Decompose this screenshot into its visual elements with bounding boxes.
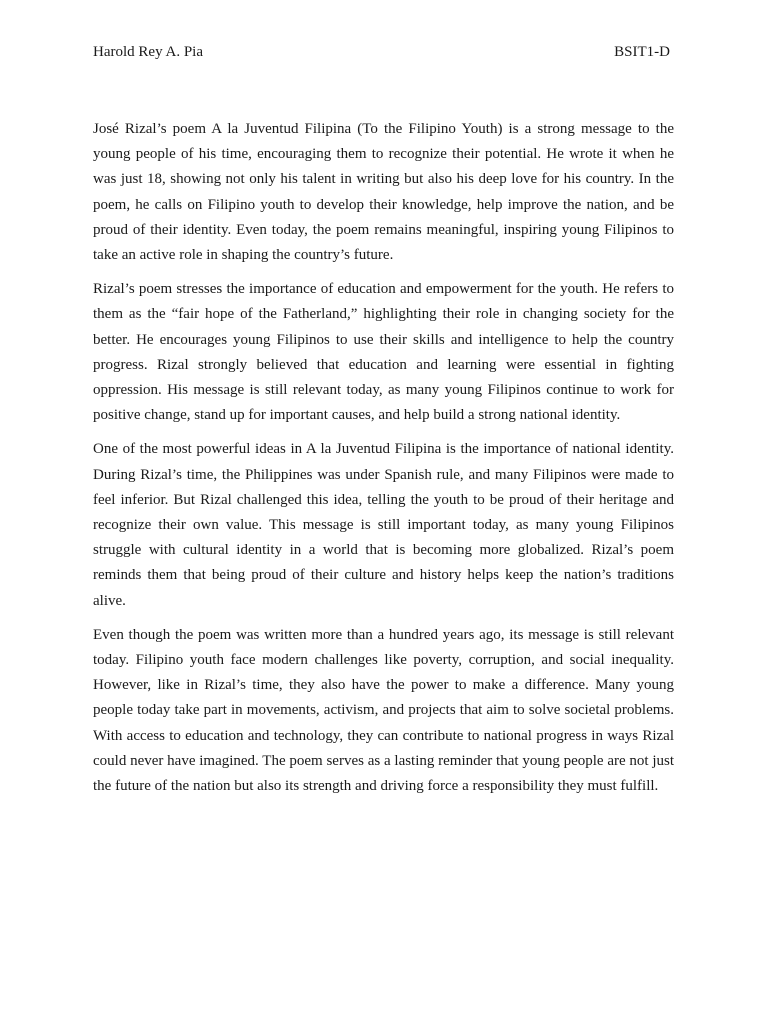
page-header [93,42,670,62]
essay-paragraph-3: One of the most powerful ideas in A la Juventud Filipina is the importance of national identity. During Rizal’s time, the Philippines was under Spanish rule, and many Filipinos were made to feel inferior. But Rizal challenged this idea, telling the youth to be proud of their heritage and recognize their own value. This message is still important today, as many young Filipinos struggle with cultural identity in a world that is becoming more globalized. Rizal’s poem reminds them that being proud of their culture and history helps keep the nation’s traditions alive. [93,441,674,609]
essay-paragraph-4: Even though the poem was written more than a hundred years ago, its message is still relevant today. Filipino youth face modern challenges like poverty, corruption, and social inequality. However, like in Rizal’s time, they also have the power to make a difference. Many young people today take part in movements, activism, and projects that aim to solve societal problems. With access to education and technology, they can contribute to national progress in ways Rizal could never have imagined. The poem serves as a lasting reminder that young people are not just the future of the nation but also its strength and driving force a responsibility they must fulfill. [93,626,674,795]
class-section: BSIT1-D [614,44,670,60]
essay-body [93,117,674,808]
essay-paragraph-2: Rizal’s poem stresses the importance of education and empowerment for the youth. He refers to them as the “fair hope of the Fatherland,” highlighting their role in changing society for the better. He encourages young Filipinos to use their skills and intelligence to help the country progress. Rizal strongly believed that education and learning were essential in fighting oppression. His message is still relevant today, as many young Filipinos continue to work for positive change, stand up for important causes, and help build a strong national identity. [93,281,674,424]
essay-paragraph-1: José Rizal’s poem A la Juventud Filipina (To the Filipino Youth) is a strong message to the young people of his time, encouraging them to recognize their potential. He wrote it when he was just 18, showing not only his talent in writing but also his deep love for his country. In the poem, he calls on Filipino youth to develop their knowledge, help improve the nation, and be proud of their identity. Even today, the poem remains meaningful, inspiring young Filipinos to take an active role in shaping the country’s future. [93,121,674,264]
author-name: Harold Rey A. Pia [93,44,203,60]
